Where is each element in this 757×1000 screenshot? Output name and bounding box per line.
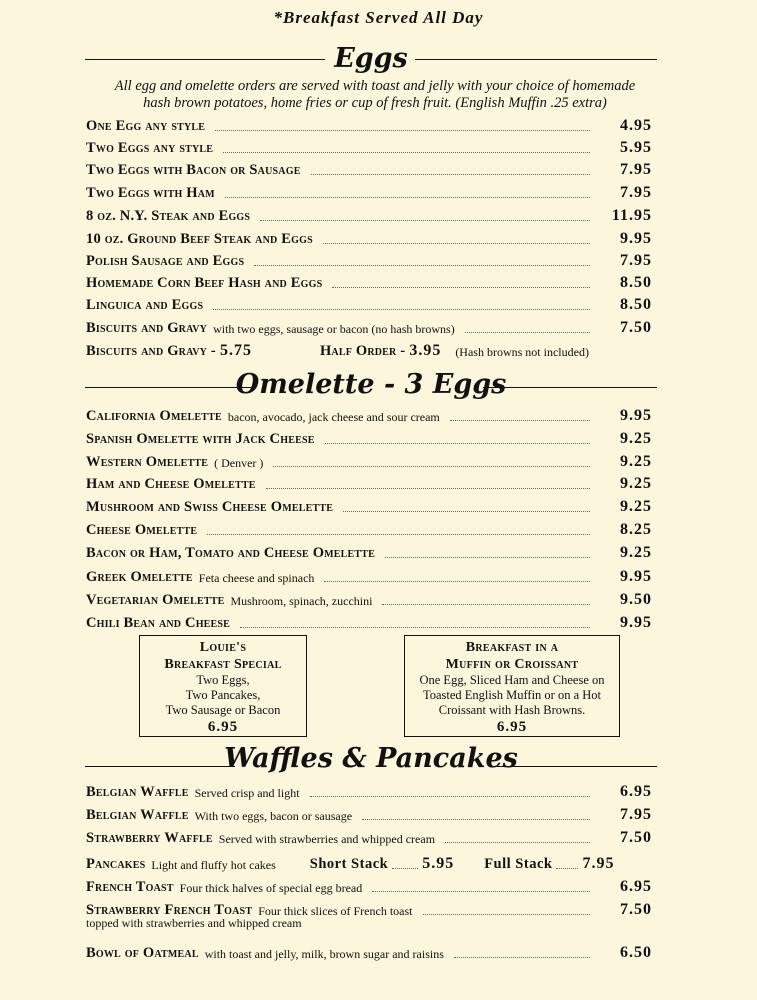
item-name: Cheese Omelette: [86, 522, 198, 538]
item-price: 9.95: [620, 568, 652, 585]
item-name: Spanish Omelette with Jack Cheese: [86, 431, 315, 447]
menu-item: [86, 157, 652, 179]
item-name: Two Eggs with Bacon or Sausage: [86, 162, 301, 178]
half-order-label: Half Order -: [319, 343, 406, 359]
menu-item: [86, 292, 652, 314]
dotted-leader: [362, 819, 590, 820]
item-description: ( Denver ): [214, 456, 264, 470]
item-description: with toast and jelly, milk, brown sugar and raisins: [204, 947, 444, 961]
menu-item: [86, 226, 652, 248]
box-heading: Breakfast Special: [164, 657, 282, 672]
item-description-continued: topped with strawberries and whipped cream: [86, 916, 302, 930]
item-name: 10 oz. Ground Beef Steak and Eggs: [86, 231, 313, 247]
box-line: Two Eggs,: [196, 673, 250, 687]
item-name: Pancakes: [86, 856, 146, 872]
item-name: Polish Sausage and Eggs: [86, 253, 245, 269]
item-description: Light and fluffy hot cakes: [151, 858, 276, 872]
dotted-leader: [240, 627, 590, 628]
dotted-leader: [556, 868, 578, 869]
breakfast-all-day-note: *Breakfast Served All Day: [273, 8, 484, 27]
eggs-title: Eggs: [334, 43, 408, 74]
box-price: 6.95: [207, 719, 239, 735]
dotted-leader: [323, 243, 590, 244]
menu-item: [86, 403, 652, 425]
item-price: 9.95: [620, 407, 652, 424]
omelette-section-header: [85, 368, 657, 402]
short-stack-label: Short Stack: [309, 856, 389, 872]
item-name: Strawberry French Toast: [86, 902, 253, 918]
menu-item: [86, 540, 652, 562]
dotted-leader: [273, 466, 590, 467]
item-description: with two eggs, sausage or bacon (no hash browns): [213, 322, 455, 336]
item-name: Strawberry Waffle: [86, 830, 213, 846]
item-name: Two Eggs any style: [86, 140, 214, 156]
menu-item: [86, 517, 652, 539]
box-line: Two Pancakes,: [185, 688, 261, 702]
dotted-leader: [392, 868, 418, 869]
muffin-croissant-box: [404, 635, 620, 737]
item-name: Bowl of Oatmeal: [86, 945, 199, 961]
item-price: 6.50: [620, 944, 652, 961]
menu-item: [86, 449, 652, 471]
dotted-leader: [372, 891, 590, 892]
item-price: 5.95: [620, 139, 652, 156]
item-name: Vegetarian Omelette: [86, 592, 225, 608]
menu-item: [86, 899, 652, 935]
omelette-title: Omelette - 3 Eggs: [235, 369, 507, 400]
menu-item: [86, 779, 652, 801]
dotted-leader: [215, 130, 590, 131]
dotted-leader: [454, 957, 590, 958]
box-heading: Louie's: [199, 640, 247, 655]
item-price: 11.95: [611, 207, 652, 224]
menu-item: [86, 940, 652, 962]
item-price: 6.95: [620, 878, 652, 895]
item-price: 7.50: [620, 319, 652, 336]
item-description: Mushroom, spinach, zucchini: [230, 594, 373, 608]
item-name: One Egg any style: [86, 118, 206, 134]
waffles-section-header: [85, 742, 657, 776]
box-heading: Breakfast in a: [465, 640, 559, 655]
dotted-leader: [325, 443, 590, 444]
eggs-intro-line-2: hash brown potatoes, home fries or cup of fresh fruit. (English Muffin .25 extra): [143, 95, 607, 111]
box-line: Toasted English Muffin or on a Hot: [422, 688, 602, 702]
short-stack-price: 5.95: [422, 855, 455, 872]
dotted-leader: [207, 534, 590, 535]
dotted-leader: [310, 796, 590, 797]
item-description: Served with strawberries and whipped cream: [218, 832, 436, 846]
item-price: 8.25: [620, 521, 652, 538]
item-name: Western Omelette: [86, 454, 209, 470]
dotted-leader: [254, 265, 590, 266]
dotted-leader: [332, 287, 590, 288]
dotted-leader: [450, 420, 590, 421]
item-price: 9.25: [620, 430, 652, 447]
item-price: 9.25: [620, 475, 652, 492]
item-price: 9.50: [620, 591, 652, 608]
menu-item-half-order: [86, 338, 652, 360]
item-name: Belgian Waffle: [86, 807, 189, 823]
menu-item: [86, 426, 652, 448]
dotted-leader: [213, 309, 590, 310]
item-price: 4.95: [620, 117, 652, 134]
item-name: Biscuits and Gravy -: [86, 343, 216, 359]
item-name: Mushroom and Swiss Cheese Omelette: [86, 499, 334, 515]
item-price: 9.95: [620, 230, 652, 247]
item-price: 9.25: [620, 498, 652, 515]
item-description: bacon, avocado, jack cheese and sour cream: [227, 410, 440, 424]
menu-item: [86, 471, 652, 493]
item-name: French Toast: [86, 879, 174, 895]
menu-item: [86, 610, 652, 632]
eggs-section-header: [85, 42, 657, 76]
item-description: Served crisp and light: [194, 786, 300, 800]
menu-item: [86, 248, 652, 270]
menu-item: [86, 825, 652, 847]
menu-item: [86, 203, 652, 225]
dotted-leader: [266, 488, 590, 489]
half-order-price: 3.95: [409, 342, 442, 359]
dotted-leader: [260, 220, 590, 221]
waffles-title: Waffles & Pancakes: [224, 743, 518, 774]
box-heading: Muffin or Croissant: [445, 657, 579, 672]
menu-item: [86, 802, 652, 824]
dotted-leader: [423, 914, 591, 915]
menu-item-pancakes: [86, 851, 652, 873]
box-line: One Egg, Sliced Ham and Cheese on: [419, 673, 605, 687]
menu-item: [86, 270, 652, 292]
menu-item: [86, 587, 652, 609]
dotted-leader: [223, 152, 590, 153]
item-name: Homemade Corn Beef Hash and Eggs: [86, 275, 323, 291]
item-price: 7.50: [620, 901, 652, 918]
box-line: Two Sausage or Bacon: [165, 703, 281, 717]
item-name: Bacon or Ham, Tomato and Cheese Omelette: [86, 545, 376, 561]
item-description: Four thick slices of French toast: [258, 904, 413, 918]
item-price: 7.95: [620, 806, 652, 823]
item-name: 8 oz. N.Y. Steak and Eggs: [86, 208, 251, 224]
item-price: 9.95: [620, 614, 652, 631]
item-description: Four thick halves of special egg bread: [179, 881, 363, 895]
item-price: 7.95: [620, 252, 652, 269]
menu-item: [86, 315, 652, 337]
hash-browns-note: (Hash browns not included): [455, 345, 589, 359]
dotted-leader: [311, 174, 590, 175]
louies-special-box: [139, 635, 307, 737]
dotted-leader: [385, 557, 590, 558]
dotted-leader: [382, 604, 590, 605]
full-stack-price: 7.95: [582, 855, 615, 872]
item-name: Two Eggs with Ham: [86, 185, 215, 201]
item-price: 8.50: [620, 274, 652, 291]
item-price: 7.50: [620, 829, 652, 846]
item-description: Feta cheese and spinach: [198, 571, 315, 585]
full-stack-label: Full Stack: [484, 856, 553, 872]
item-name: Biscuits and Gravy: [86, 320, 208, 336]
item-description: With two eggs, bacon or sausage: [194, 809, 353, 823]
dotted-leader: [343, 511, 590, 512]
item-price: 7.95: [620, 184, 652, 201]
eggs-intro: [75, 78, 675, 112]
menu-item: [86, 564, 652, 586]
eggs-intro-line-1: All egg and omelette orders are served with toast and jelly with your choice of homemade: [114, 78, 636, 94]
item-price: 6.95: [620, 783, 652, 800]
item-price: 7.95: [620, 161, 652, 178]
box-line: Croissant with Hash Browns.: [438, 703, 586, 717]
item-name: Linguica and Eggs: [86, 297, 204, 313]
item-price: 8.50: [620, 296, 652, 313]
box-price: 6.95: [496, 719, 528, 735]
menu-item: [86, 113, 652, 135]
menu-item: [86, 135, 652, 157]
dotted-leader: [465, 332, 590, 333]
item-price: 5.75: [219, 342, 252, 359]
dotted-leader: [225, 197, 590, 198]
item-name: Greek Omelette: [86, 569, 193, 585]
menu-item: [86, 874, 652, 896]
dotted-leader: [445, 842, 590, 843]
dotted-leader: [324, 581, 590, 582]
item-price: 9.25: [620, 453, 652, 470]
menu-item: [86, 180, 652, 202]
item-name: California Omelette: [86, 408, 222, 424]
item-name: Chili Bean and Cheese: [86, 615, 231, 631]
item-price: 9.25: [620, 544, 652, 561]
item-name: Belgian Waffle: [86, 784, 189, 800]
item-name: Ham and Cheese Omelette: [86, 476, 256, 492]
menu-item: [86, 494, 652, 516]
